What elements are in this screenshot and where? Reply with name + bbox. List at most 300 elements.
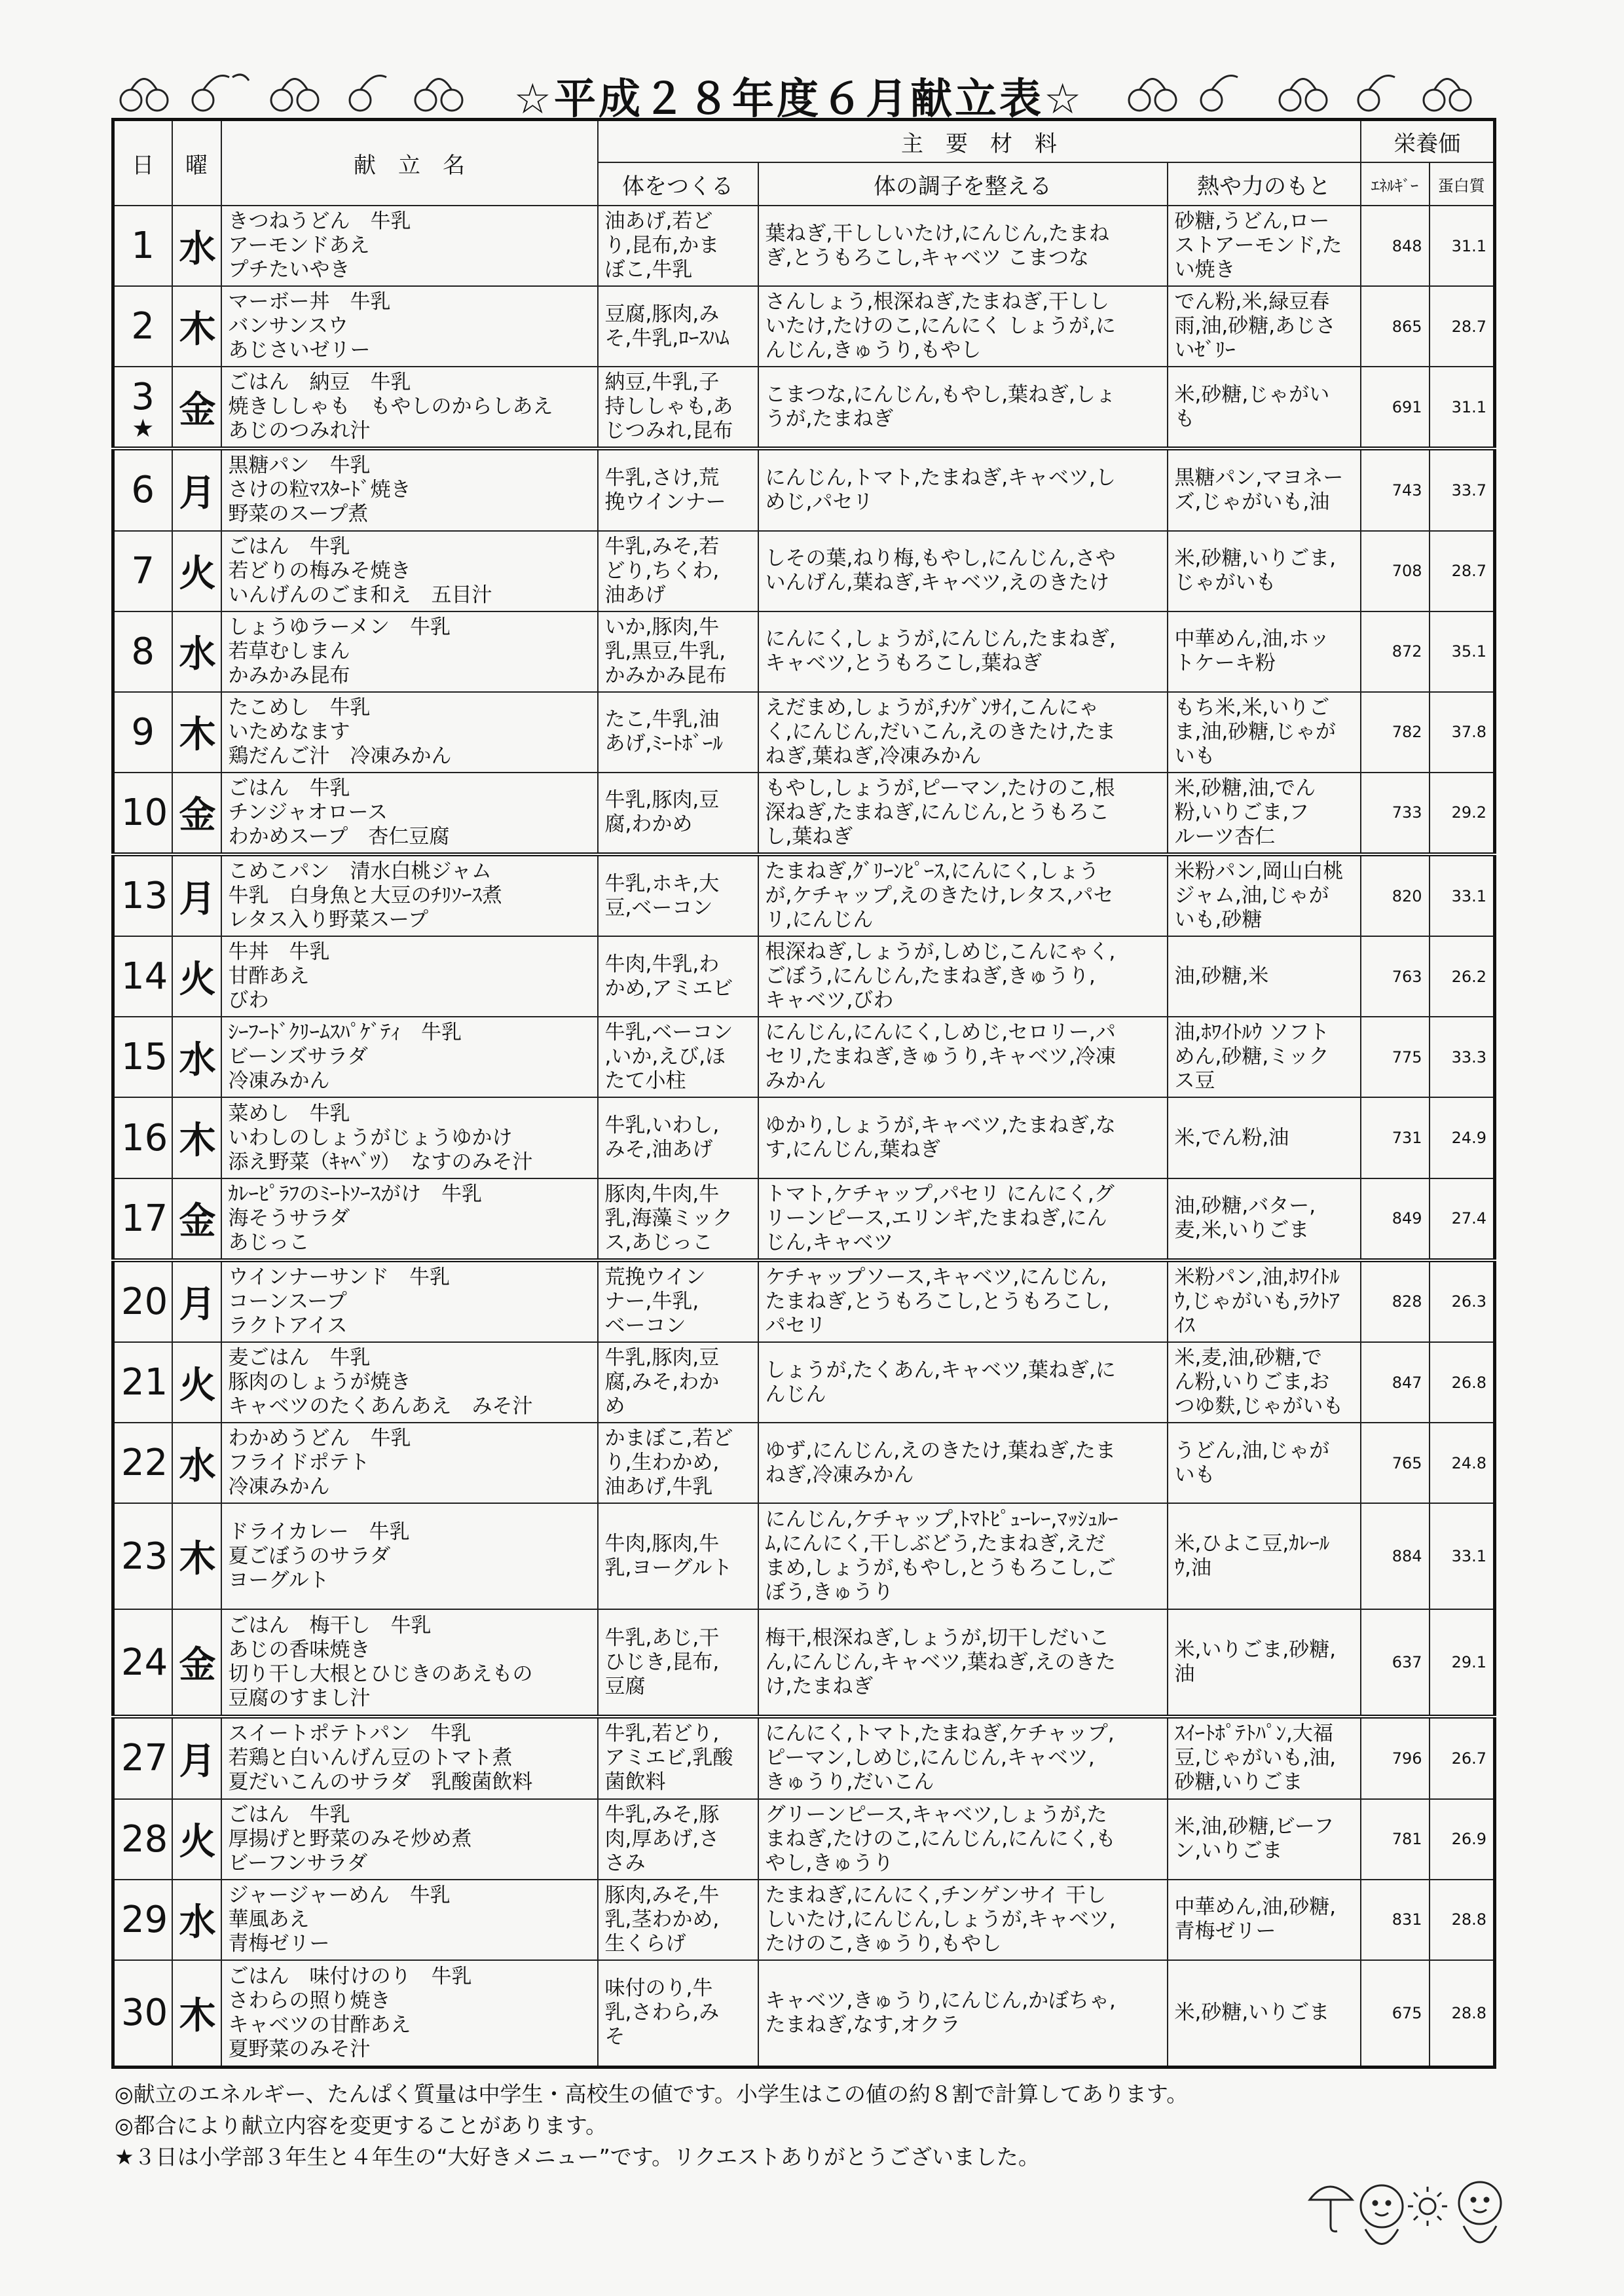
dow-cell-text: 金	[179, 794, 216, 837]
body-build-cell-text: いか,豚肉,牛 乳,黒豆,牛乳, かみかみ昆布	[604, 615, 727, 687]
body-condition-cell-text: トマト,ケチャップ,パセリ にんにく,グ リーンピース,エリンギ,たまねぎ,にん じん,キャベツ	[765, 1182, 1115, 1254]
body-build-cell	[598, 773, 758, 854]
protein-cell-text: 37.8	[1451, 723, 1487, 742]
body-build-cell-text: たこ,牛乳,油 あげ,ﾐｰﾄﾎﾞｰﾙ	[604, 708, 723, 756]
energy-cell	[1361, 286, 1430, 367]
energy-cell	[1361, 531, 1430, 611]
energy-source-cell-text: 米粉パン,油,ﾎﾜｲﾄﾙ ｳ,じゃがいも,ﾗｸﾄｱ ｲｽ	[1174, 1265, 1340, 1338]
dish-cell-text: ｼｰﾌｰﾄﾞｸﾘｰﾑｽﾊﾟｹﾞﾃｨ 牛乳 ビーンズサラダ 冷凍みかん	[228, 1021, 462, 1093]
day-cell	[113, 1880, 172, 1960]
day-cell	[113, 936, 172, 1017]
dow-cell-text: 水	[179, 633, 216, 676]
energy-cell	[1361, 854, 1430, 936]
body-build-cell	[598, 1423, 758, 1503]
energy-source-cell-text: もち米,米,いりご ま,油,砂糖,じゃが いも	[1174, 695, 1337, 768]
protein-cell-text: 26.7	[1451, 1749, 1487, 1768]
energy-source-cell-text: ｽｲｰﾄﾎﾟﾃﾄﾊﾟﾝ,大福 豆,じゃがいも,油, 砂糖,いりごま	[1174, 1722, 1337, 1795]
day-cell	[113, 1609, 172, 1717]
energy-cell	[1361, 1960, 1430, 2068]
day-cell	[113, 1017, 172, 1097]
header-body-condition: 体の調子を整える	[758, 162, 1168, 206]
body-build-cell-text: 油あげ,若ど り,昆布,かま ぼこ,牛乳	[604, 210, 720, 282]
body-condition-cell	[758, 367, 1168, 448]
body-condition-cell-text: 葉ねぎ,干ししいたけ,にんじん,たまね ぎ,とうもろこし,キャベツ こまつな	[765, 221, 1110, 270]
energy-source-cell-text: 油,砂糖,米	[1174, 964, 1269, 989]
dow-cell-text: 水	[179, 1901, 216, 1944]
energy-cell	[1361, 1880, 1430, 1960]
dow-cell	[172, 773, 221, 854]
dow-cell	[172, 611, 221, 692]
energy-source-cell-text: 米,ひよこ豆,ｶﾚｰﾙ ｳ,油	[1174, 1532, 1330, 1580]
protein-cell	[1430, 1880, 1495, 1960]
dish-cell-text: ｶﾚｰﾋﾟﾗﾌのﾐｰﾄｿｰｽがけ 牛乳 海そうサラダ あじっこ	[228, 1182, 482, 1254]
dish-cell	[221, 1503, 598, 1609]
energy-cell-text: 731	[1392, 1129, 1422, 1148]
dish-cell	[221, 1017, 598, 1097]
protein-cell	[1430, 286, 1495, 367]
dow-cell	[172, 206, 221, 286]
dish-cell	[221, 1799, 598, 1880]
dow-cell	[172, 1178, 221, 1260]
dow-cell-text: 月	[179, 471, 216, 515]
table-row	[113, 531, 1495, 611]
body-build-cell	[598, 1178, 758, 1260]
protein-cell	[1430, 448, 1495, 530]
day-cell	[113, 1423, 172, 1503]
dish-cell-text: こめこパン 清水白桃ジャム 牛乳 白身魚と大豆のﾁﾘｿｰｽ煮 レタス入り野菜スープ	[228, 860, 502, 932]
protein-cell	[1430, 1609, 1495, 1717]
energy-cell-text: 763	[1392, 967, 1422, 986]
header-energy: ｴﾈﾙｷﾞｰ	[1361, 162, 1430, 206]
dish-cell-text: 黒糖パン 牛乳 さけの粒ﾏｽﾀｰﾄﾞ焼き 野菜のスープ煮	[228, 454, 411, 526]
dow-cell	[172, 1342, 221, 1423]
dish-cell	[221, 1423, 598, 1503]
day-cell-text: 10	[121, 791, 168, 834]
energy-source-cell-text: 中華めん,油,ホッ トケーキ粉	[1174, 627, 1330, 676]
protein-cell	[1430, 1342, 1495, 1423]
body-build-cell-text: 豚肉,牛肉,牛 乳,海藻ミック ス,あじっこ	[604, 1182, 733, 1254]
day-cell	[113, 1717, 172, 1798]
body-build-cell-text: 牛肉,牛乳,わ かめ,アミエビ	[604, 952, 733, 1000]
body-condition-cell	[758, 1423, 1168, 1503]
dish-cell	[221, 448, 598, 530]
body-condition-cell-text: にんにく,しょうが,にんじん,たまねぎ, キャベツ,とうもろこし,葉ねぎ	[765, 627, 1116, 676]
header-day: 日	[113, 120, 172, 206]
table-row	[113, 611, 1495, 692]
header-ingredients: 主 要 材 料	[598, 120, 1361, 163]
day-cell-text: 29	[121, 1898, 168, 1941]
protein-cell-text: 27.4	[1451, 1209, 1487, 1228]
energy-cell	[1361, 1423, 1430, 1503]
energy-source-cell	[1168, 692, 1361, 773]
energy-cell	[1361, 1342, 1430, 1423]
day-cell	[113, 1503, 172, 1609]
day-cell-text: 8	[131, 630, 155, 673]
energy-cell	[1361, 367, 1430, 448]
dow-cell	[172, 1609, 221, 1717]
energy-cell-text: 708	[1392, 562, 1422, 581]
energy-cell-text: 743	[1392, 481, 1422, 500]
energy-source-cell-text: 米,砂糖,油,でん 粉,いりごま,フ ルーツ杏仁	[1174, 776, 1316, 848]
energy-source-cell	[1168, 1017, 1361, 1097]
day-cell-text: 6	[131, 469, 155, 512]
energy-source-cell-text: 米粉パン,岡山白桃 ジャム,油,じゃが いも,砂糖	[1174, 860, 1344, 932]
notes	[115, 2079, 1188, 2173]
day-cell	[113, 1960, 172, 2068]
energy-cell	[1361, 1717, 1430, 1798]
table-row	[113, 367, 1495, 448]
dish-cell-text: ごはん 味付けのり 牛乳 さわらの照り焼き キャベツの甘酢あえ 夏野菜のみそ汁	[228, 1964, 472, 2061]
body-condition-cell-text: しょうが,たくあん,キャベツ,葉ねぎ,に んじん	[765, 1358, 1116, 1406]
dow-cell	[172, 448, 221, 530]
body-build-cell-text: 牛乳,ホキ,大 豆,ベーコン	[604, 871, 720, 920]
energy-source-cell	[1168, 1717, 1361, 1798]
body-build-cell-text: 豆腐,豚肉,み そ,牛乳,ﾛｰｽﾊﾑ	[604, 302, 729, 350]
dish-cell-text: マーボー丼 牛乳 バンサンスウ あじさいゼリー	[228, 290, 391, 363]
energy-source-cell	[1168, 206, 1361, 286]
page-title: ☆平成２８年度６月献立表☆	[513, 75, 1084, 124]
body-build-cell-text: 荒挽ウイン ナー,牛乳, ベーコン	[604, 1265, 706, 1338]
energy-cell	[1361, 936, 1430, 1017]
dow-cell-text: 火	[179, 553, 216, 596]
body-condition-cell	[758, 531, 1168, 611]
energy-cell-text: 820	[1392, 886, 1422, 905]
body-condition-cell-text: グリーンピース,キャベツ,しょうが,た まねぎ,たけのこ,にんじん,にんにく,も やし,きゅうり	[765, 1802, 1116, 1875]
protein-cell-text: 28.8	[1451, 1910, 1487, 1929]
day-cell-text: 14	[121, 955, 168, 998]
dow-cell	[172, 1097, 221, 1178]
protein-cell	[1430, 1097, 1495, 1178]
dow-cell-text: 火	[179, 1821, 216, 1864]
body-condition-cell-text: 梅干,根深ねぎ,しょうが,切干しだいこ ん,にんじん,キャベツ,葉ねぎ,えのきた け,たまねぎ	[765, 1626, 1116, 1698]
energy-source-cell	[1168, 1342, 1361, 1423]
table-row	[113, 854, 1495, 936]
dow-cell	[172, 936, 221, 1017]
day-cell-text: 30	[121, 1992, 168, 2035]
dish-cell	[221, 1717, 598, 1798]
energy-source-cell-text: 中華めん,油,砂糖, 青梅ゼリー	[1174, 1895, 1337, 1944]
dow-cell-text: 水	[179, 227, 216, 270]
body-condition-cell-text: にんじん,ケチャップ,ﾄﾏﾄﾋﾟｭｰﾚｰ,ﾏｯｼｭﾙｰ ﾑ,にんにく,干しぶどう,たまねぎ,えだ まめ,しょうが,もやし,とうもろこし,ご ぼう,きゅうり	[765, 1508, 1118, 1605]
energy-source-cell-text: うどん,油,じゃが いも	[1174, 1438, 1330, 1487]
body-build-cell-text: 牛乳,みそ,豚 肉,厚あげ,さ さみ	[604, 1802, 720, 1875]
body-condition-cell	[758, 1097, 1168, 1178]
protein-cell	[1430, 1717, 1495, 1798]
protein-cell	[1430, 1260, 1495, 1342]
body-condition-cell-text: キャベツ,きゅうり,にんじん,かぼちゃ, たまねぎ,なす,オクラ	[765, 1988, 1116, 2037]
body-build-cell	[598, 1503, 758, 1609]
energy-cell-text: 782	[1392, 723, 1422, 742]
energy-cell-text: 849	[1392, 1209, 1422, 1228]
body-condition-cell-text: ケチャップソース,キャベツ,にんじん, たまねぎ,とうもろこし,とうもろこし, パセリ	[765, 1265, 1110, 1338]
dow-cell-text: 月	[179, 1283, 216, 1326]
dish-cell-text: ウインナーサンド 牛乳 コーンスープ ラクトアイス	[228, 1265, 451, 1338]
body-condition-cell-text: にんにく,トマト,たまねぎ,ケチャップ, ピーマン,しめじ,にんじん,キャベツ, きゅうり,だいこん	[765, 1722, 1115, 1795]
energy-cell-text: 637	[1392, 1653, 1422, 1672]
day-cell	[113, 206, 172, 286]
body-build-cell-text: 牛肉,豚肉,牛 乳,ヨーグルト	[604, 1532, 733, 1580]
energy-cell	[1361, 611, 1430, 692]
energy-source-cell-text: でん粉,米,緑豆春 雨,油,砂糖,あじさ いｾﾞﾘｰ	[1174, 290, 1337, 363]
protein-cell-text: 28.8	[1451, 2003, 1487, 2022]
protein-cell	[1430, 936, 1495, 1017]
body-condition-cell-text: にんじん,にんにく,しめじ,セロリー,パ セリ,たまねぎ,きゅうり,キャベツ,冷凍 みかん	[765, 1021, 1116, 1093]
protein-cell-text: 29.2	[1451, 803, 1487, 822]
protein-cell-text: 24.8	[1451, 1453, 1487, 1472]
protein-cell-text: 29.1	[1451, 1653, 1487, 1672]
day-cell	[113, 1178, 172, 1260]
table-row	[113, 206, 1495, 286]
protein-cell-text: 26.3	[1451, 1292, 1487, 1311]
protein-cell-text: 33.3	[1451, 1048, 1487, 1066]
dish-cell	[221, 692, 598, 773]
energy-cell	[1361, 1178, 1430, 1260]
body-build-cell	[598, 531, 758, 611]
day-cell	[113, 531, 172, 611]
dish-cell-text: わかめうどん 牛乳 フライドポテト 冷凍みかん	[228, 1427, 411, 1499]
energy-source-cell	[1168, 611, 1361, 692]
body-condition-cell-text: こまつな,にんじん,もやし,葉ねぎ,しょ うが,たまねぎ	[765, 382, 1116, 431]
table-row	[113, 1423, 1495, 1503]
body-build-cell	[598, 1342, 758, 1423]
day-cell	[113, 611, 172, 692]
body-build-cell	[598, 1960, 758, 2068]
dow-cell	[172, 1960, 221, 2068]
day-cell-text: 9	[131, 710, 155, 754]
day-cell	[113, 1097, 172, 1178]
dow-cell	[172, 1717, 221, 1798]
dow-cell-text: 月	[179, 1740, 216, 1783]
dow-cell	[172, 1799, 221, 1880]
dow-cell-text: 月	[179, 877, 216, 920]
body-condition-cell	[758, 1717, 1168, 1798]
dish-cell	[221, 1097, 598, 1178]
body-condition-cell	[758, 1880, 1168, 1960]
dish-cell	[221, 611, 598, 692]
protein-cell-text: 28.7	[1451, 562, 1487, 581]
table-row	[113, 692, 1495, 773]
energy-cell-text: 865	[1392, 317, 1422, 336]
protein-cell	[1430, 611, 1495, 692]
body-build-cell	[598, 286, 758, 367]
cherry-decoration-right	[1100, 64, 1493, 117]
body-build-cell-text: 牛乳,ベーコン ,いか,えび,ほ たて小柱	[604, 1021, 733, 1093]
protein-cell-text: 33.1	[1451, 1547, 1487, 1566]
day-cell	[113, 773, 172, 854]
day-cell-text: 23	[121, 1535, 168, 1578]
dish-cell	[221, 773, 598, 854]
day-cell-text: 20	[121, 1280, 168, 1323]
day-cell-text: 28	[121, 1817, 168, 1861]
dow-cell	[172, 1260, 221, 1342]
header-dish: 献 立 名	[221, 120, 598, 206]
day-cell	[113, 1260, 172, 1342]
dow-cell-text: 金	[179, 1200, 216, 1243]
energy-cell-text: 828	[1392, 1292, 1422, 1311]
table-row	[113, 1503, 1495, 1609]
day-cell-text: 13	[121, 875, 168, 918]
energy-cell	[1361, 1503, 1430, 1609]
body-condition-cell	[758, 1260, 1168, 1342]
day-cell-text: 24	[121, 1641, 168, 1684]
body-condition-cell	[758, 936, 1168, 1017]
protein-cell-text: 31.1	[1451, 236, 1487, 255]
body-condition-cell	[758, 1017, 1168, 1097]
body-condition-cell-text: ゆず,にんじん,えのきたけ,葉ねぎ,たま ねぎ,冷凍みかん	[765, 1438, 1116, 1487]
energy-source-cell	[1168, 531, 1361, 611]
body-build-cell	[598, 1799, 758, 1880]
dish-cell	[221, 936, 598, 1017]
table-row	[113, 773, 1495, 854]
body-build-cell	[598, 448, 758, 530]
dow-cell	[172, 1017, 221, 1097]
protein-cell-text: 35.1	[1451, 642, 1487, 661]
body-condition-cell-text: 根深ねぎ,しょうが,しめじ,こんにゃく, ごぼう,にんじん,たまねぎ,きゅうり, キャベツ,びわ	[765, 940, 1116, 1013]
energy-cell	[1361, 1260, 1430, 1342]
body-build-cell	[598, 1717, 758, 1798]
dish-cell	[221, 1178, 598, 1260]
body-build-cell-text: 豚肉,みそ,牛 乳,茎わかめ, 生くらげ	[604, 1883, 720, 1956]
energy-cell	[1361, 692, 1430, 773]
body-condition-cell	[758, 1342, 1168, 1423]
energy-source-cell	[1168, 448, 1361, 530]
energy-source-cell	[1168, 1503, 1361, 1609]
dish-cell-text: 牛丼 牛乳 甘酢あえ びわ	[228, 940, 330, 1013]
protein-cell	[1430, 1423, 1495, 1503]
body-build-cell	[598, 854, 758, 936]
table-row	[113, 1260, 1495, 1342]
header-dow: 曜	[172, 120, 221, 206]
body-condition-cell	[758, 611, 1168, 692]
header-energy-source: 熱や力のもと	[1168, 162, 1361, 206]
day-cell-text: 7	[131, 549, 155, 592]
body-condition-cell-text: たまねぎ,にんにく,チンゲンサイ 干し しいたけ,にんじん,しょうが,キャベツ, たけのこ,きゅうり,もやし	[765, 1883, 1116, 1956]
protein-cell-text: 26.8	[1451, 1373, 1487, 1392]
energy-cell-text: 848	[1392, 236, 1422, 255]
body-build-cell-text: 牛乳,豚肉,豆 腐,みそ,わか め	[604, 1346, 720, 1419]
dow-cell	[172, 1503, 221, 1609]
table-row	[113, 936, 1495, 1017]
dow-cell-text: 木	[179, 714, 216, 757]
body-condition-cell	[758, 1799, 1168, 1880]
menu-table	[111, 118, 1496, 2069]
dish-cell	[221, 206, 598, 286]
body-build-cell-text: 納豆,牛乳,子 持ししゃも,あ じつみれ,昆布	[604, 371, 733, 443]
energy-cell-text: 831	[1392, 1910, 1422, 1929]
body-build-cell	[598, 206, 758, 286]
protein-cell	[1430, 206, 1495, 286]
energy-cell-text: 872	[1392, 642, 1422, 661]
body-build-cell	[598, 1609, 758, 1717]
energy-source-cell	[1168, 286, 1361, 367]
body-condition-cell	[758, 286, 1168, 367]
energy-source-cell-text: 米,砂糖,いりごま, じゃがいも	[1174, 547, 1337, 595]
dish-cell	[221, 286, 598, 367]
day-cell	[113, 854, 172, 936]
dish-cell-text: ごはん 牛乳 厚揚げと野菜のみそ炒め煮 ビーフンサラダ	[228, 1802, 472, 1875]
table-row	[113, 1178, 1495, 1260]
day-cell-text: 1	[131, 225, 155, 268]
energy-source-cell-text: 米,砂糖,じゃがい も	[1174, 382, 1330, 431]
body-build-cell	[598, 692, 758, 773]
note-line: ◎献立のエネルギー、たんぱく質量は中学生・高校生の値です。小学生はこの値の約８割で計算してあります。	[115, 2081, 1189, 2107]
note-line: ★３日は小学部３年生と４年生の“大好きメニュー”です。リクエストありがとうございました。	[115, 2144, 1040, 2170]
energy-source-cell-text: 黒糖パン,マヨネー ズ,じゃがいも,油	[1174, 465, 1344, 514]
energy-source-cell	[1168, 936, 1361, 1017]
protein-cell	[1430, 1503, 1495, 1609]
energy-source-cell-text: 米,いりごま,砂糖, 油	[1174, 1638, 1337, 1686]
protein-cell	[1430, 1017, 1495, 1097]
dish-cell-text: たこめし 牛乳 いためなます 鶏だんご汁 冷凍みかん	[228, 695, 452, 768]
header-protein: 蛋白質	[1430, 162, 1495, 206]
energy-cell	[1361, 773, 1430, 854]
body-condition-cell-text: にんじん,トマト,たまねぎ,キャベツ,し めじ,パセリ	[765, 465, 1116, 514]
energy-cell	[1361, 1609, 1430, 1717]
dish-cell-text: きつねうどん 牛乳 アーモンドあえ プチたいやき	[228, 210, 411, 282]
day-cell	[113, 448, 172, 530]
note-line: ◎都合により献立内容を変更することがあります。	[115, 2113, 608, 2138]
body-condition-cell	[758, 854, 1168, 936]
dish-cell-text: ドライカレー 牛乳 夏ごぼうのサラダ ヨーグルト	[228, 1520, 410, 1592]
energy-source-cell-text: 油,ﾎﾜｲﾄﾙｳ ソフト めん,砂糖,ミック ス豆	[1174, 1021, 1330, 1093]
dow-cell	[172, 367, 221, 448]
day-cell	[113, 1342, 172, 1423]
dow-cell	[172, 854, 221, 936]
energy-cell-text: 847	[1392, 1373, 1422, 1392]
dow-cell-text: 木	[179, 308, 216, 351]
body-build-cell	[598, 1097, 758, 1178]
body-build-cell-text: 牛乳,みそ,若 どり,ちくわ, 油あげ	[604, 534, 720, 607]
protein-cell	[1430, 1960, 1495, 2068]
energy-cell-text: 733	[1392, 803, 1422, 822]
table-row	[113, 1799, 1495, 1880]
dish-cell-text: ジャージャーめん 牛乳 華風あえ 青梅ゼリー	[228, 1883, 451, 1956]
protein-cell-text: 33.1	[1451, 886, 1487, 905]
day-cell	[113, 692, 172, 773]
energy-cell-text: 765	[1392, 1453, 1422, 1472]
dish-cell-text: 菜めし 牛乳 いわしのしょうがじょうゆかけ 添え野菜（ｷｬﾍﾞﾂ） なすのみそ汁	[228, 1101, 533, 1174]
body-condition-cell-text: もやし,しょうが,ピーマン,たけのこ,根 深ねぎ,たまねぎ,にんじん,とうもろこ し,葉ねぎ	[765, 776, 1115, 848]
table-row	[113, 1717, 1495, 1798]
energy-source-cell	[1168, 1880, 1361, 1960]
energy-source-cell	[1168, 1609, 1361, 1717]
energy-source-cell	[1168, 773, 1361, 854]
table-row	[113, 1960, 1495, 2068]
energy-cell	[1361, 1017, 1430, 1097]
dow-cell-text: 火	[179, 958, 216, 1001]
sun-umbrella-icon	[1303, 2160, 1519, 2265]
protein-cell	[1430, 854, 1495, 936]
day-cell-text: 16	[121, 1116, 168, 1159]
body-condition-cell-text: さんしょう,根深ねぎ,たまねぎ,干しし いたけ,たけのこ,にんにく しょうが,に んじん,きゅうり,もやし	[765, 290, 1116, 363]
dish-cell-text: ごはん 牛乳 若どりの梅みそ焼き いんげんのごま和え 五目汁	[228, 534, 492, 607]
body-build-cell	[598, 611, 758, 692]
body-condition-cell	[758, 1609, 1168, 1717]
body-condition-cell-text: ゆかり,しょうが,キャベツ,たまねぎ,な す,にんじん,葉ねぎ	[765, 1114, 1116, 1162]
dish-cell-text: 麦ごはん 牛乳 豚肉のしょうが焼き キャベツのたくあんあえ みそ汁	[228, 1346, 533, 1419]
header-body-build: 体をつくる	[598, 162, 758, 206]
body-condition-cell	[758, 1960, 1168, 2068]
dow-cell-text: 木	[179, 1120, 216, 1163]
table-row	[113, 1880, 1495, 1960]
body-build-cell-text: 牛乳,若どり, アミエビ,乳酸 菌飲料	[604, 1722, 733, 1795]
energy-source-cell	[1168, 1178, 1361, 1260]
table-row	[113, 1017, 1495, 1097]
protein-cell-text: 28.7	[1451, 317, 1487, 336]
body-build-cell-text: 牛乳,さけ,荒 挽ウインナー	[604, 465, 726, 514]
day-cell-text: 3	[131, 376, 155, 419]
body-build-cell	[598, 1260, 758, 1342]
